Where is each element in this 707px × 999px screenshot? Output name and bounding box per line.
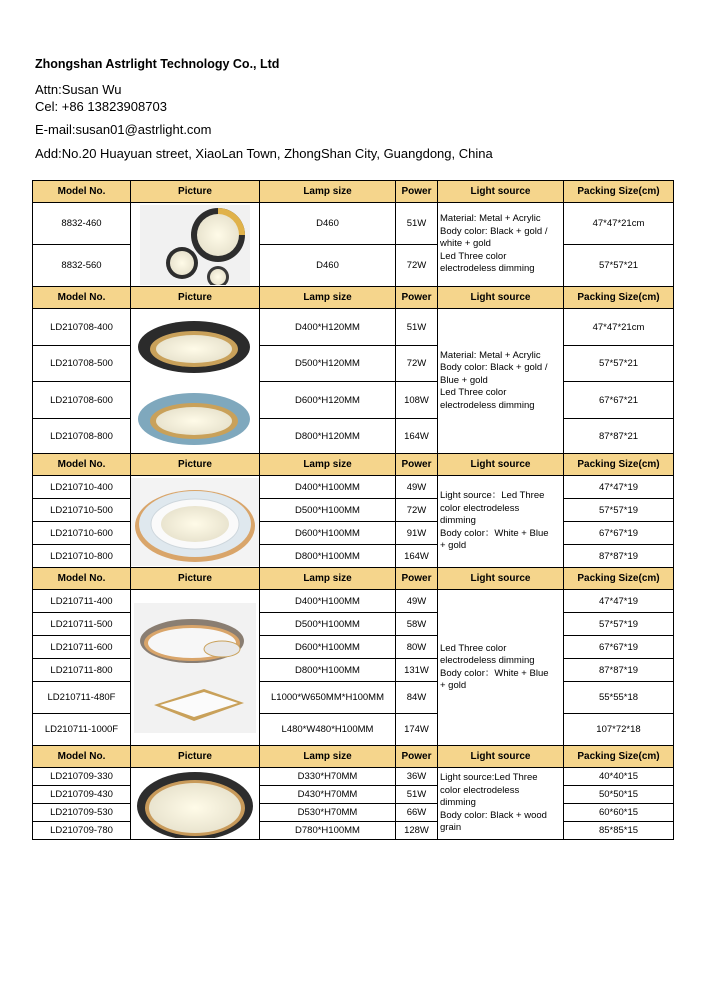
- picture-cell: [131, 309, 260, 454]
- light-source-line: + gold: [440, 680, 467, 691]
- header-lamp-size: Lamp size: [260, 181, 396, 203]
- lamp-size-cell: D500*H100MM: [260, 499, 396, 522]
- lamp-size-cell: D600*H120MM: [260, 382, 396, 419]
- lamp-size-cell: D460: [260, 245, 396, 287]
- packing-size-cell: 67*67*19: [564, 636, 674, 659]
- packing-size-cell: 47*47*19: [564, 590, 674, 613]
- packing-size-cell: 57*57*19: [564, 613, 674, 636]
- light-source-line: Material: Metal + Acrylic: [440, 213, 541, 225]
- table-row: [33, 419, 674, 454]
- lamp-size-cell: D400*H100MM: [260, 476, 396, 499]
- model-cell: 8832-560: [33, 245, 131, 287]
- light-source-line: grain: [440, 822, 462, 834]
- table-header-row: [33, 568, 674, 590]
- packing-size-cell: 55*55*18: [564, 682, 674, 714]
- packing-size-cell: 40*40*15: [564, 768, 674, 786]
- packing-size-cell: 107*72*18: [564, 714, 674, 746]
- light-source-line: Led Three color: [440, 250, 507, 262]
- model-cell: LD210711-500: [33, 613, 131, 636]
- light-source-line: electrodeless dimming: [440, 655, 535, 666]
- packing-size-cell: 85*85*15: [564, 822, 674, 840]
- power-cell: 51W: [396, 786, 438, 804]
- power-cell: 36W: [396, 768, 438, 786]
- lamp-size-cell: D400*H100MM: [260, 590, 396, 613]
- header-light-source: Light source: [438, 454, 564, 476]
- header-lamp-size: Lamp size: [260, 454, 396, 476]
- light-source-cell: [438, 768, 564, 840]
- header-model: Model No.: [33, 746, 131, 768]
- power-cell: 72W: [396, 499, 438, 522]
- header-picture: Picture: [131, 746, 260, 768]
- power-cell: 49W: [396, 476, 438, 499]
- email-line: E-mail:susan01@astrlight.com: [35, 122, 212, 137]
- table-row: [33, 613, 674, 636]
- table-row: [33, 346, 674, 382]
- table-header-row: [33, 287, 674, 309]
- packing-size-cell: 47*47*21cm: [564, 309, 674, 346]
- model-cell: LD210711-480F: [33, 682, 131, 714]
- lamp-size-cell: D800*H100MM: [260, 545, 396, 568]
- light-source-cell: [438, 476, 564, 568]
- lamp-size-cell: D800*H120MM: [260, 419, 396, 454]
- header-lamp-size: Lamp size: [260, 287, 396, 309]
- light-source-line: Blue + gold: [440, 374, 488, 386]
- light-source-line: electrodeless dimming: [440, 263, 535, 275]
- light-source-line: Body color: Black + gold /: [440, 362, 548, 374]
- light-source-line: electrodeless dimming: [440, 399, 535, 411]
- model-cell: LD210708-600: [33, 382, 131, 419]
- table-row: [33, 590, 674, 613]
- packing-size-cell: 87*87*21: [564, 419, 674, 454]
- packing-size-cell: 60*60*15: [564, 804, 674, 822]
- lamp-size-cell: D330*H70MM: [260, 768, 396, 786]
- header-power: Power: [396, 287, 438, 309]
- company-name: Zhongshan Astrlight Technology Co., Ltd: [35, 57, 280, 71]
- header-packing-size: Packing Size(cm): [564, 454, 674, 476]
- model-cell: LD210708-800: [33, 419, 131, 454]
- table-header-row: [33, 181, 674, 203]
- model-cell: LD210710-500: [33, 499, 131, 522]
- model-cell: LD210708-400: [33, 309, 131, 346]
- light-source-line: Body color: Black + gold /: [440, 225, 548, 237]
- light-source-line: Led Three color: [440, 387, 507, 399]
- model-cell: LD210711-800: [33, 659, 131, 682]
- table-row: [33, 804, 674, 822]
- lamp-size-cell: D430*H70MM: [260, 786, 396, 804]
- table-row: [33, 203, 674, 245]
- packing-size-cell: 87*87*19: [564, 545, 674, 568]
- power-cell: 51W: [396, 203, 438, 245]
- packing-size-cell: 67*67*19: [564, 522, 674, 545]
- lamp-size-cell: D530*H70MM: [260, 804, 396, 822]
- light-source-line: + gold: [440, 540, 467, 552]
- power-cell: 91W: [396, 522, 438, 545]
- lamp-size-cell: D460: [260, 203, 396, 245]
- header-model: Model No.: [33, 287, 131, 309]
- cel-line: Cel: +86 13823908703: [35, 99, 167, 114]
- power-cell: 58W: [396, 613, 438, 636]
- picture-cell: [131, 203, 260, 287]
- table-row: [33, 768, 674, 786]
- light-source-line: Light source：Led Three: [440, 490, 545, 502]
- picture-cell: [131, 476, 260, 568]
- lamp-size-cell: D500*H120MM: [260, 346, 396, 382]
- header-packing-size: Packing Size(cm): [564, 287, 674, 309]
- model-cell: LD210711-1000F: [33, 714, 131, 746]
- table-header-row: [33, 746, 674, 768]
- header-lamp-size: Lamp size: [260, 568, 396, 590]
- table-row: [33, 309, 674, 346]
- header-picture: Picture: [131, 287, 260, 309]
- model-cell: LD210710-600: [33, 522, 131, 545]
- model-cell: LD210710-800: [33, 545, 131, 568]
- light-source-line: Led Three color: [440, 642, 507, 654]
- header-picture: Picture: [131, 568, 260, 590]
- lamp-size-cell: D600*H100MM: [260, 636, 396, 659]
- table-row: [33, 499, 674, 522]
- power-cell: 84W: [396, 682, 438, 714]
- table-row: [33, 786, 674, 804]
- model-cell: LD210709-430: [33, 786, 131, 804]
- header-lamp-size: Lamp size: [260, 746, 396, 768]
- table-row: [33, 682, 674, 714]
- address-line: Add:No.20 Huayuan street, XiaoLan Town, ZhongShan City, Guangdong, China: [35, 146, 493, 161]
- packing-size-cell: 67*67*21: [564, 382, 674, 419]
- packing-size-cell: 57*57*21: [564, 245, 674, 287]
- table-row: [33, 382, 674, 419]
- power-cell: 164W: [396, 419, 438, 454]
- product-table: [32, 180, 674, 840]
- model-cell: 8832-460: [33, 203, 131, 245]
- light-source-line: Body color：White + Blue: [440, 667, 549, 679]
- light-source-cell: [438, 203, 564, 287]
- power-cell: 174W: [396, 714, 438, 746]
- light-source-line: Body color: Black + wood: [440, 809, 547, 821]
- power-cell: 72W: [396, 245, 438, 287]
- header-packing-size: Packing Size(cm): [564, 181, 674, 203]
- header-packing-size: Packing Size(cm): [564, 568, 674, 590]
- power-cell: 51W: [396, 309, 438, 346]
- model-cell: LD210708-500: [33, 346, 131, 382]
- header-power: Power: [396, 746, 438, 768]
- packing-size-cell: 50*50*15: [564, 786, 674, 804]
- header-light-source: Light source: [438, 746, 564, 768]
- table-row: [33, 714, 674, 746]
- power-cell: 72W: [396, 346, 438, 382]
- packing-size-cell: 87*87*19: [564, 659, 674, 682]
- packing-size-cell: 47*47*21cm: [564, 203, 674, 245]
- power-cell: 108W: [396, 382, 438, 419]
- header-picture: Picture: [131, 181, 260, 203]
- power-cell: 164W: [396, 545, 438, 568]
- light-source-line: color electrodeless: [440, 784, 520, 796]
- lamp-size-cell: L480*W480*H100MM: [260, 714, 396, 746]
- model-cell: LD210711-400: [33, 590, 131, 613]
- attn-line: Attn:Susan Wu: [35, 82, 122, 97]
- table-row: [33, 545, 674, 568]
- power-cell: 128W: [396, 822, 438, 840]
- lamp-size-cell: D800*H100MM: [260, 659, 396, 682]
- model-cell: LD210709-330: [33, 768, 131, 786]
- table-row: [33, 245, 674, 287]
- header-light-source: Light source: [438, 181, 564, 203]
- light-source-line: white + gold: [440, 238, 491, 250]
- header-power: Power: [396, 568, 438, 590]
- light-source-line: dimming: [440, 515, 476, 527]
- packing-size-cell: 47*47*19: [564, 476, 674, 499]
- header-picture: Picture: [131, 454, 260, 476]
- table-row: [33, 522, 674, 545]
- picture-cell: [131, 590, 260, 746]
- header-model: Model No.: [33, 568, 131, 590]
- header-light-source: Light source: [438, 287, 564, 309]
- model-cell: LD210709-530: [33, 804, 131, 822]
- power-cell: 49W: [396, 590, 438, 613]
- header-power: Power: [396, 454, 438, 476]
- header-packing-size: Packing Size(cm): [564, 746, 674, 768]
- lamp-size-cell: D780*H100MM: [260, 822, 396, 840]
- model-cell: LD210711-600: [33, 636, 131, 659]
- lamp-size-cell: D400*H120MM: [260, 309, 396, 346]
- packing-size-cell: 57*57*21: [564, 346, 674, 382]
- model-cell: LD210710-400: [33, 476, 131, 499]
- light-source-line: dimming: [440, 797, 476, 809]
- header-power: Power: [396, 181, 438, 203]
- model-cell: LD210709-780: [33, 822, 131, 840]
- table-row: [33, 659, 674, 682]
- packing-size-cell: 57*57*19: [564, 499, 674, 522]
- light-source-line: Body color：White + Blue: [440, 527, 549, 539]
- header-model: Model No.: [33, 454, 131, 476]
- header-model: Model No.: [33, 181, 131, 203]
- power-cell: 131W: [396, 659, 438, 682]
- lamp-size-cell: L1000*W650MM*H100MM: [260, 682, 396, 714]
- lamp-size-cell: D500*H100MM: [260, 613, 396, 636]
- power-cell: 80W: [396, 636, 438, 659]
- light-source-line: Light source:Led Three: [440, 772, 538, 784]
- light-source-line: Material: Metal + Acrylic: [440, 349, 541, 361]
- table-row: [33, 476, 674, 499]
- light-source-line: color electrodeless: [440, 502, 520, 514]
- picture-cell: [131, 768, 260, 840]
- table-row: [33, 822, 674, 840]
- power-cell: 66W: [396, 804, 438, 822]
- light-source-cell: [438, 590, 564, 746]
- lamp-size-cell: D600*H100MM: [260, 522, 396, 545]
- table-header-row: [33, 454, 674, 476]
- header-light-source: Light source: [438, 568, 564, 590]
- table-row: [33, 636, 674, 659]
- light-source-cell: [438, 309, 564, 454]
